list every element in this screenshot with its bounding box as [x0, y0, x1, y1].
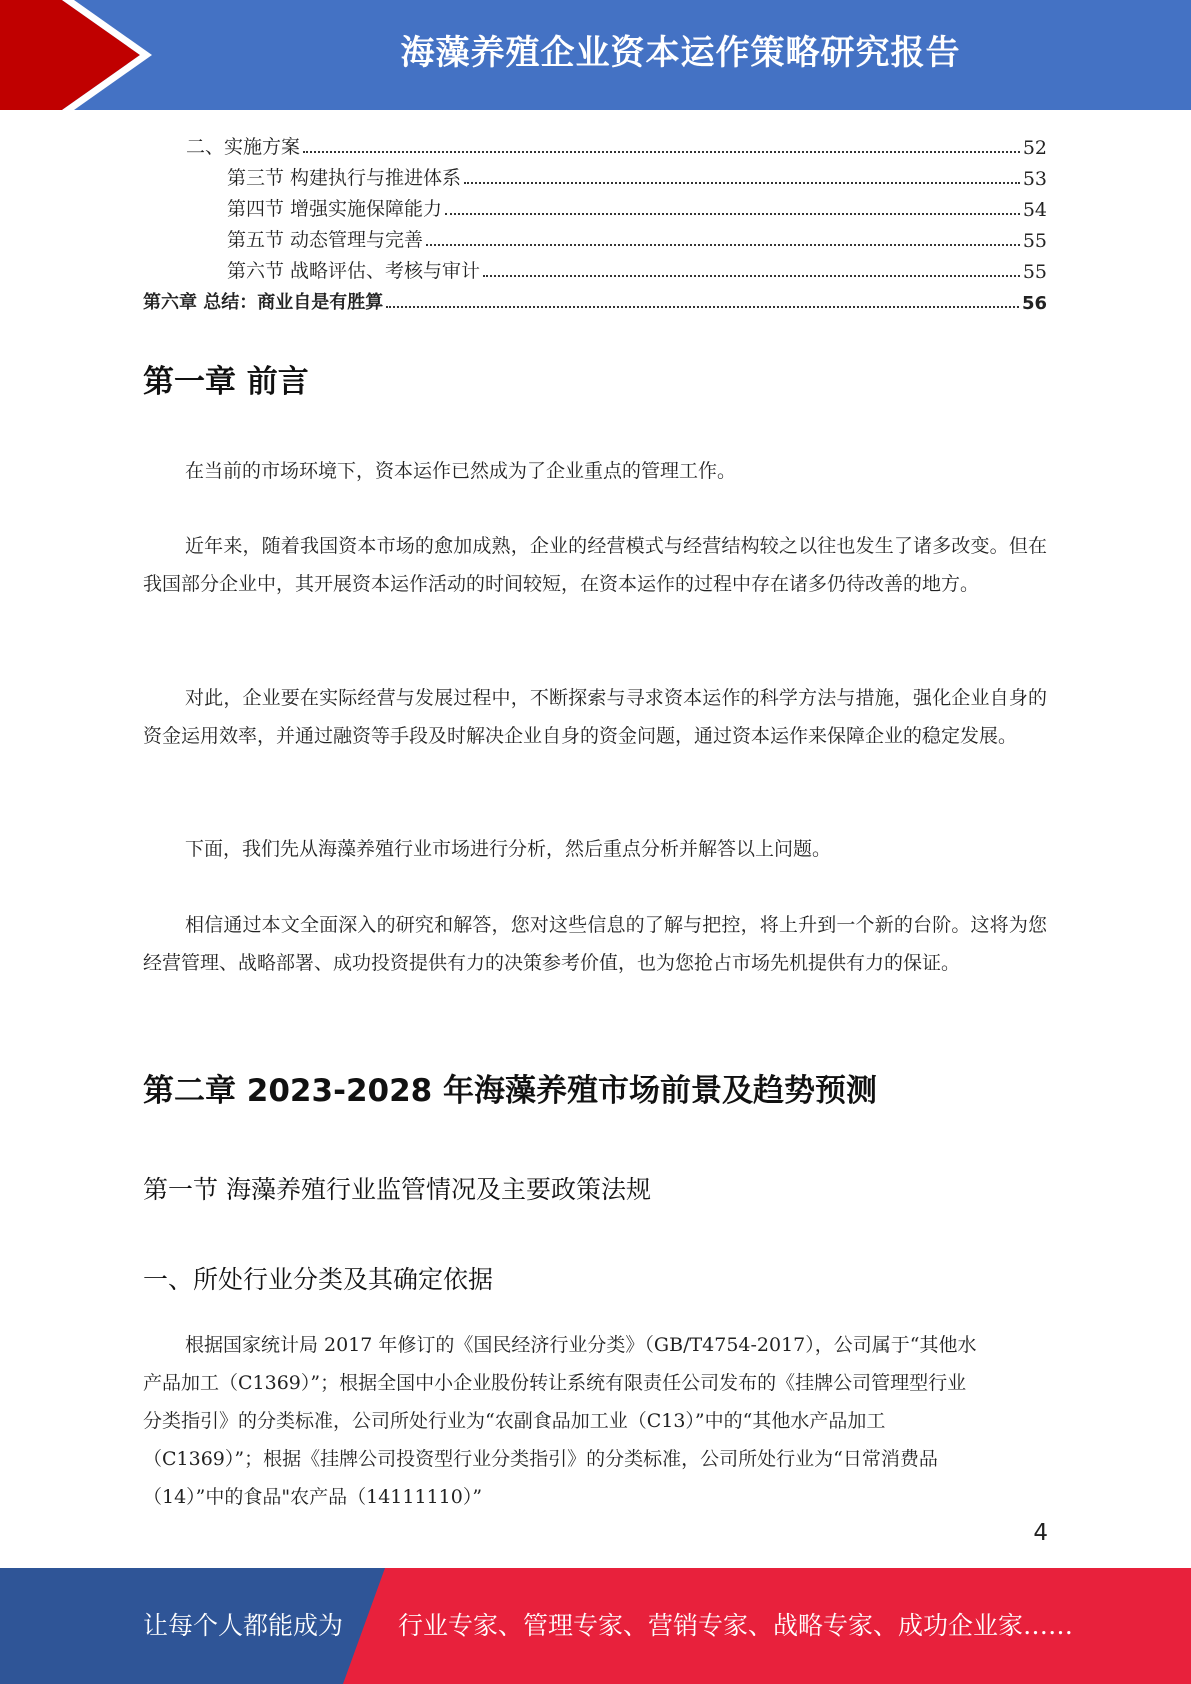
- paragraph-line: 分类指引》的分类标准，公司所处行业为“农副食品加工业（C13）”中的“其他水产品加工: [143, 1410, 886, 1432]
- toc-leader-dots: [483, 275, 1020, 277]
- paragraph-line: 产品加工（C1369）”；根据全国中小企业股份转让系统有限责任公司发布的《挂牌公司管理型行业: [143, 1372, 967, 1394]
- toc-entry[interactable]: [143, 283, 1047, 314]
- toc-leader-dots: [386, 306, 1019, 308]
- toc-label: 第三节 构建执行与推进体系: [227, 167, 462, 189]
- paragraph: 近年来，随着我国资本市场的愈加成熟，企业的经营模式与经营结构较之以往也发生了诸多改变。但在我国部分企业中，其开展资本运作活动的时间较短，在资本运作的过程中存在诸多仍待改善的地方。: [143, 535, 1047, 595]
- paragraph-line: 根据国家统计局 2017 年修订的《国民经济行业分类》（GB/T4754-2017），公司属于“其他水: [185, 1334, 977, 1356]
- page-header: [0, 0, 1191, 110]
- toc-leader-dots: [426, 244, 1020, 246]
- table-of-contents: [143, 128, 1047, 314]
- chapter-2-title: 第二章 2023-2028 年海藻养殖市场前景及趋势预测: [143, 1073, 878, 1109]
- toc-entry[interactable]: [143, 190, 1047, 221]
- footer-slogan-right: 行业专家、管理专家、营销专家、战略专家、成功企业家……: [398, 1611, 1074, 1640]
- toc-entry[interactable]: [143, 221, 1047, 252]
- subsection-title: 一、所处行业分类及其确定依据: [143, 1265, 494, 1294]
- paragraph: 下面，我们先从海藻养殖行业市场进行分析，然后重点分析并解答以上问题。: [185, 838, 832, 860]
- header-title: 海藻养殖企业资本运作策略研究报告: [400, 33, 961, 73]
- paragraph-line: （C1369）”；根据《挂牌公司投资型行业分类指引》的分类标准，公司所处行业为“日常消费品: [143, 1448, 938, 1470]
- paragraph: 相信通过本文全面深入的研究和解答，您对这些信息的了解与把控，将上升到一个新的台阶。这将为您经营管理、战略部署、成功投资提供有力的决策参考价值，也为您抢占市场先机提供有力的保证。: [143, 914, 1047, 974]
- toc-entry[interactable]: [143, 252, 1047, 283]
- toc-page: 53: [1022, 168, 1047, 190]
- toc-label: 第六节 战略评估、考核与审计: [227, 260, 481, 282]
- footer-slogan-left: 让每个人都能成为: [143, 1611, 344, 1640]
- toc-label: 二、实施方案: [186, 136, 301, 158]
- paragraph-line: （14）”中的食品"农产品（14111110）”: [143, 1486, 483, 1508]
- header-chevron-icon: [0, 0, 160, 110]
- toc-page: 56: [1021, 293, 1047, 314]
- toc-leader-dots: [303, 151, 1020, 153]
- toc-entry[interactable]: [143, 128, 1047, 159]
- toc-entry[interactable]: [143, 159, 1047, 190]
- section-title: 第一节 海藻养殖行业监管情况及主要政策法规: [143, 1175, 651, 1204]
- chapter-1-title: 第一章 前言: [143, 364, 309, 400]
- toc-label: 第五节 动态管理与完善: [227, 229, 424, 251]
- toc-label: 第四节 增强实施保障能力: [227, 198, 443, 220]
- toc-label: 第六章 总结：商业自是有胜算: [143, 292, 384, 313]
- paragraph: 在当前的市场环境下，资本运作已然成为了企业重点的管理工作。: [185, 460, 737, 482]
- toc-leader-dots: [464, 182, 1020, 184]
- toc-page: 55: [1022, 261, 1047, 283]
- page-number: 4: [1033, 1520, 1048, 1546]
- toc-page: 54: [1022, 199, 1047, 221]
- toc-page: 55: [1022, 230, 1047, 252]
- classification-paragraph: [143, 1326, 1047, 1516]
- toc-leader-dots: [445, 213, 1020, 215]
- page-footer: [0, 1568, 1191, 1684]
- toc-page: 52: [1022, 137, 1047, 159]
- paragraph: 对此，企业要在实际经营与发展过程中，不断探索与寻求资本运作的科学方法与措施，强化企业自身的资金运用效率，并通过融资等手段及时解决企业自身的资金问题，通过资本运作来保障企业的稳定发展。: [143, 687, 1047, 747]
